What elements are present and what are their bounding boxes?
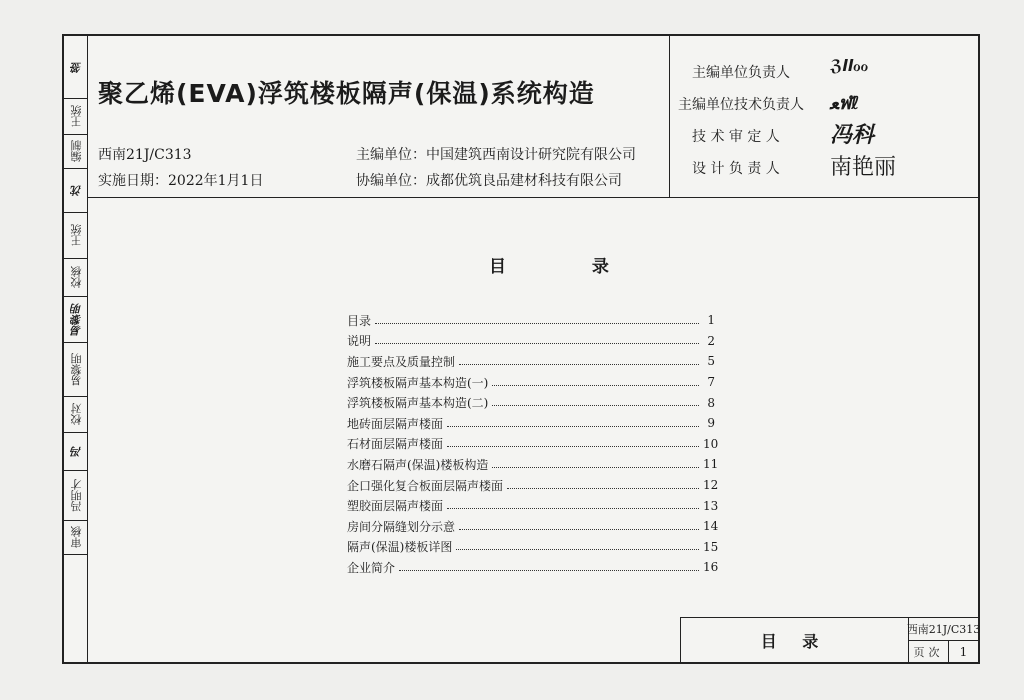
toc-entry-page: 12 <box>703 478 719 493</box>
toc-entry-page: 7 <box>707 375 715 390</box>
toc-leader-dots <box>399 564 699 571</box>
toc-leader-dots <box>492 461 699 468</box>
toc-leader-dots <box>492 379 699 386</box>
toc-entry[interactable] <box>347 434 719 455</box>
toc-leader-dots <box>447 502 699 509</box>
toc-entry-name: 隔声(保温)楼板详图 <box>347 540 453 555</box>
toc-entry-page: 14 <box>703 519 719 534</box>
atlas-code: 西南21J/C313 <box>98 147 192 163</box>
toc-entry[interactable] <box>347 454 719 475</box>
strip-signature: 沈 <box>69 184 83 196</box>
strip-item: 易黎明 <box>69 352 83 386</box>
drawing-sheet <box>62 34 980 664</box>
toc-entry[interactable] <box>347 537 719 558</box>
responsible-row: 设 计 负 责 人 南艳丽 <box>670 158 978 194</box>
toc-leader-dots <box>507 482 699 489</box>
toc-entry-name: 施工要点及质量控制 <box>347 354 456 369</box>
toc-entry-name: 说明 <box>347 334 372 349</box>
co-unit: 协编单位：成都优筑良品建材科技有限公司 <box>356 173 622 189</box>
toc-entry[interactable] <box>347 495 719 516</box>
toc-entry-name: 房间分隔缝划分示意 <box>347 519 456 534</box>
title-block-name: 目 录 <box>681 618 909 662</box>
toc-leader-dots <box>375 317 699 324</box>
strip-signature: 签 <box>69 61 83 73</box>
toc-entry-page: 10 <box>703 436 719 451</box>
toc-entry-name: 水磨石隔声(保温)楼板构造 <box>347 457 489 472</box>
toc-entry[interactable] <box>347 372 715 393</box>
toc-entry[interactable] <box>347 351 715 372</box>
toc-leader-dots <box>375 337 699 344</box>
strip-item: 审核 <box>69 526 83 548</box>
strip-item: 王统 <box>69 224 83 246</box>
toc-entry-page: 11 <box>703 457 719 472</box>
toc-entry-name: 浮筑楼板隔声基本构造(二) <box>347 396 489 411</box>
signature: ﻌฬℓ <box>830 93 860 114</box>
toc-leader-dots <box>447 440 699 447</box>
toc-entry-name: 石材面层隔声楼面 <box>347 437 444 452</box>
strip-item: 校核 <box>69 266 83 288</box>
responsibles-block <box>670 36 978 197</box>
toc-heading: 目 录 <box>489 257 649 277</box>
strip-item: 校对 <box>69 403 83 425</box>
page-number: 1 <box>959 644 968 659</box>
toc-entry-name: 塑胶面层隔声楼面 <box>347 499 444 514</box>
toc-entry-name: 企口强化复合板面层隔声楼面 <box>347 478 504 493</box>
toc-entry[interactable] <box>347 516 719 537</box>
header-left <box>88 36 670 197</box>
responsible-row: 主编单位技术负责人 ﻌฬℓ <box>670 94 978 130</box>
effective-date: 实施日期：2022年1月1日 <box>98 173 264 189</box>
signature: 南艳丽 <box>830 155 897 180</box>
strip-item: 王统 <box>69 105 83 127</box>
strip-signature: 冯 <box>69 445 83 457</box>
toc-entry[interactable] <box>347 413 715 434</box>
title-block-code: 西南21J/C313 <box>909 618 978 641</box>
signature: ℨllℴℴ <box>830 56 869 75</box>
toc-leader-dots <box>459 358 699 365</box>
toc-entry-page: 2 <box>707 333 715 348</box>
toc-entry-page: 9 <box>707 416 715 431</box>
toc-list <box>347 310 719 578</box>
toc-entry[interactable] <box>347 475 719 496</box>
toc-entry-name: 企业简介 <box>347 560 396 575</box>
toc-entry-page: 8 <box>707 395 715 410</box>
toc-entry-page: 15 <box>703 539 719 554</box>
strip-signature: 易黎明 <box>69 302 83 336</box>
toc-entry-page: 16 <box>703 560 719 575</box>
responsible-row: 主编单位负责人 ℨllℴℴ <box>692 56 869 81</box>
responsible-row: 技 术 审 定 人 冯科 <box>670 126 978 162</box>
toc-entry-page: 1 <box>707 313 715 328</box>
strip-item: 冯明才 <box>69 478 83 512</box>
toc-entry[interactable] <box>347 557 719 578</box>
toc-entry-page: 5 <box>707 354 715 369</box>
toc-entry-page: 13 <box>703 498 719 513</box>
header-block <box>88 36 978 198</box>
strip-item: 编制 <box>69 140 83 162</box>
toc-entry[interactable] <box>347 331 715 352</box>
signature: 冯科 <box>830 123 875 148</box>
toc-leader-dots <box>456 543 699 550</box>
toc-entry-name: 浮筑楼板隔声基本构造(一) <box>347 375 489 390</box>
title-block <box>680 617 981 662</box>
toc-entry-name: 目录 <box>347 313 372 328</box>
page-title: 聚乙烯(EVA)浮筑楼板隔声(保温)系统构造 <box>98 79 595 108</box>
toc-leader-dots <box>459 523 699 530</box>
toc-leader-dots <box>447 420 699 427</box>
review-strip <box>64 36 88 662</box>
toc-leader-dots <box>492 399 699 406</box>
toc-entry[interactable] <box>347 392 715 413</box>
page-label: 页次 <box>909 640 949 663</box>
toc-entry[interactable] <box>347 310 715 331</box>
toc-entry-name: 地砖面层隔声楼面 <box>347 416 444 431</box>
chief-unit: 主编单位：中国建筑西南设计研究院有限公司 <box>356 147 636 163</box>
